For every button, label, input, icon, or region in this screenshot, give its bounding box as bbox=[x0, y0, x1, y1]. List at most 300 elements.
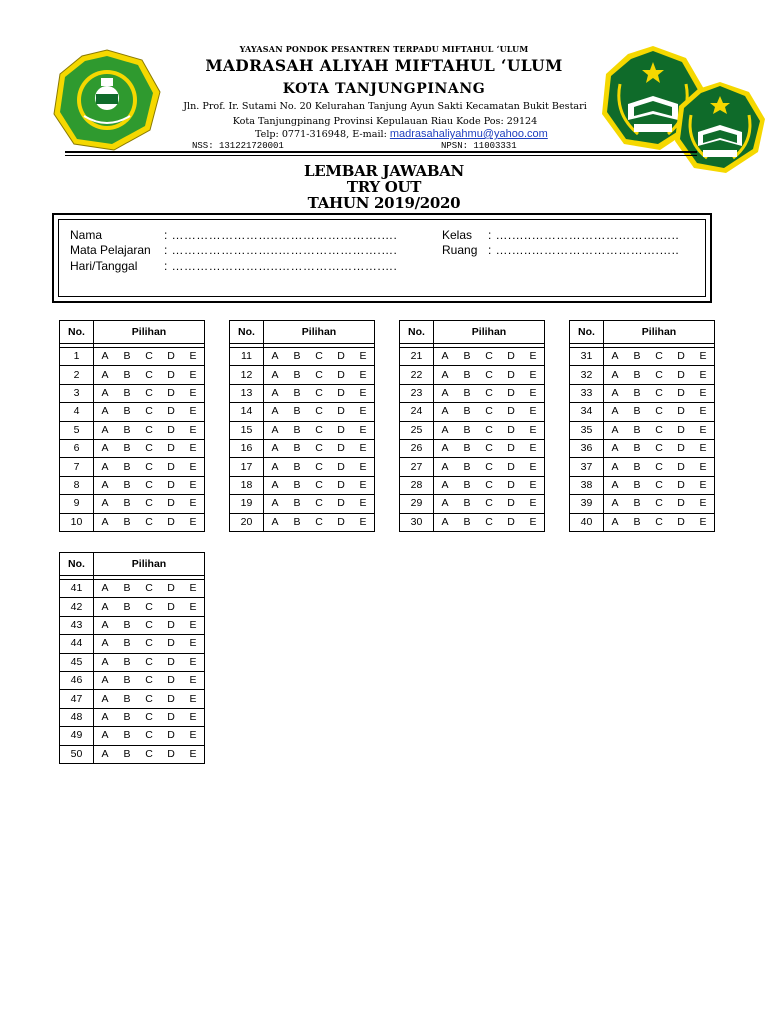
option-d[interactable]: D bbox=[160, 458, 182, 476]
option-a[interactable]: A bbox=[434, 458, 457, 476]
option-e[interactable]: E bbox=[352, 439, 375, 457]
option-d[interactable]: D bbox=[330, 513, 352, 531]
option-e[interactable]: E bbox=[352, 458, 375, 476]
option-b[interactable]: B bbox=[116, 403, 138, 421]
option-b[interactable]: B bbox=[286, 403, 308, 421]
option-d[interactable]: D bbox=[670, 439, 692, 457]
option-d[interactable]: D bbox=[160, 580, 182, 598]
option-d[interactable]: D bbox=[670, 513, 692, 531]
option-a[interactable]: A bbox=[264, 384, 287, 402]
option-c[interactable]: C bbox=[138, 690, 160, 708]
option-e[interactable]: E bbox=[182, 690, 205, 708]
option-b[interactable]: B bbox=[626, 495, 648, 513]
option-d[interactable]: D bbox=[330, 403, 352, 421]
option-c[interactable]: C bbox=[138, 616, 160, 634]
answer-table-1 bbox=[59, 320, 205, 532]
option-a[interactable]: A bbox=[94, 513, 117, 531]
phone-text: Telp: 0771-316948, E-mail: bbox=[255, 129, 387, 140]
question-number: 34 bbox=[570, 403, 604, 421]
option-c[interactable]: C bbox=[308, 421, 330, 439]
option-e[interactable]: E bbox=[692, 384, 715, 402]
option-d[interactable]: D bbox=[330, 439, 352, 457]
answer-row-43 bbox=[60, 616, 205, 634]
option-e[interactable]: E bbox=[182, 580, 205, 598]
option-c[interactable]: C bbox=[308, 366, 330, 384]
option-c[interactable]: C bbox=[648, 476, 670, 494]
option-d[interactable]: D bbox=[500, 495, 522, 513]
option-b[interactable]: B bbox=[626, 403, 648, 421]
option-b[interactable]: B bbox=[456, 384, 478, 402]
option-c[interactable]: C bbox=[138, 513, 160, 531]
answer-row-37 bbox=[570, 458, 715, 476]
answer-row-28 bbox=[400, 476, 545, 494]
option-c[interactable]: C bbox=[138, 671, 160, 689]
option-c[interactable]: C bbox=[308, 384, 330, 402]
option-d[interactable]: D bbox=[330, 421, 352, 439]
option-b[interactable]: B bbox=[116, 598, 138, 616]
option-a[interactable]: A bbox=[264, 348, 287, 366]
option-b[interactable]: B bbox=[116, 690, 138, 708]
option-a[interactable]: A bbox=[604, 495, 627, 513]
option-e[interactable]: E bbox=[352, 384, 375, 402]
option-d[interactable]: D bbox=[670, 403, 692, 421]
option-a[interactable]: A bbox=[94, 439, 117, 457]
option-e[interactable]: E bbox=[692, 366, 715, 384]
option-e[interactable]: E bbox=[182, 495, 205, 513]
option-e[interactable]: E bbox=[352, 403, 375, 421]
option-d[interactable]: D bbox=[160, 598, 182, 616]
option-a[interactable]: A bbox=[264, 403, 287, 421]
option-d[interactable]: D bbox=[330, 458, 352, 476]
option-a[interactable]: A bbox=[94, 495, 117, 513]
answer-row-15 bbox=[230, 421, 375, 439]
option-b[interactable]: B bbox=[456, 421, 478, 439]
option-c[interactable]: C bbox=[138, 495, 160, 513]
option-c[interactable]: C bbox=[138, 598, 160, 616]
option-a[interactable]: A bbox=[604, 476, 627, 494]
answer-row-22 bbox=[400, 366, 545, 384]
option-b[interactable]: B bbox=[626, 421, 648, 439]
option-e[interactable]: E bbox=[182, 598, 205, 616]
option-c[interactable]: C bbox=[308, 439, 330, 457]
option-a[interactable]: A bbox=[434, 366, 457, 384]
option-c[interactable]: C bbox=[478, 439, 500, 457]
answer-row-32 bbox=[570, 366, 715, 384]
option-d[interactable]: D bbox=[500, 403, 522, 421]
option-d[interactable]: D bbox=[160, 745, 182, 763]
option-e[interactable]: E bbox=[692, 348, 715, 366]
option-d[interactable]: D bbox=[500, 366, 522, 384]
answer-row-31 bbox=[570, 348, 715, 366]
option-b[interactable]: B bbox=[116, 671, 138, 689]
option-a[interactable]: A bbox=[94, 384, 117, 402]
option-d[interactable]: D bbox=[160, 690, 182, 708]
option-a[interactable]: A bbox=[94, 598, 117, 616]
option-c[interactable]: C bbox=[648, 513, 670, 531]
answer-row-29 bbox=[400, 495, 545, 513]
option-c[interactable]: C bbox=[478, 421, 500, 439]
option-c[interactable]: C bbox=[478, 366, 500, 384]
option-a[interactable]: A bbox=[94, 653, 117, 671]
question-number: 47 bbox=[60, 690, 94, 708]
option-e[interactable]: E bbox=[352, 476, 375, 494]
option-c[interactable]: C bbox=[138, 403, 160, 421]
option-c[interactable]: C bbox=[138, 580, 160, 598]
option-c[interactable]: C bbox=[138, 635, 160, 653]
option-d[interactable]: D bbox=[330, 366, 352, 384]
option-a[interactable]: A bbox=[94, 366, 117, 384]
option-a[interactable]: A bbox=[434, 439, 457, 457]
option-d[interactable]: D bbox=[160, 348, 182, 366]
option-a[interactable]: A bbox=[94, 727, 117, 745]
option-c[interactable]: C bbox=[308, 348, 330, 366]
option-c[interactable]: C bbox=[478, 495, 500, 513]
option-c[interactable]: C bbox=[648, 366, 670, 384]
answer-row-7 bbox=[60, 458, 205, 476]
option-c[interactable]: C bbox=[138, 745, 160, 763]
option-e[interactable]: E bbox=[522, 495, 545, 513]
option-d[interactable]: D bbox=[330, 348, 352, 366]
option-c[interactable]: C bbox=[138, 458, 160, 476]
option-e[interactable]: E bbox=[522, 439, 545, 457]
option-e[interactable]: E bbox=[182, 403, 205, 421]
option-d[interactable]: D bbox=[500, 421, 522, 439]
option-c[interactable]: C bbox=[308, 476, 330, 494]
question-number: 29 bbox=[400, 495, 434, 513]
option-a[interactable]: A bbox=[264, 495, 287, 513]
option-e[interactable]: E bbox=[182, 653, 205, 671]
option-b[interactable]: B bbox=[456, 476, 478, 494]
option-c[interactable]: C bbox=[138, 727, 160, 745]
option-e[interactable]: E bbox=[352, 495, 375, 513]
option-d[interactable]: D bbox=[670, 458, 692, 476]
option-b[interactable]: B bbox=[116, 513, 138, 531]
option-e[interactable]: E bbox=[522, 384, 545, 402]
option-b[interactable]: B bbox=[456, 513, 478, 531]
option-c[interactable]: C bbox=[138, 708, 160, 726]
answer-row-20 bbox=[230, 513, 375, 531]
option-c[interactable]: C bbox=[478, 513, 500, 531]
option-b[interactable]: B bbox=[286, 421, 308, 439]
option-b[interactable]: B bbox=[456, 495, 478, 513]
option-b[interactable]: B bbox=[626, 513, 648, 531]
header-pilihan: Pilihan bbox=[434, 321, 545, 344]
option-a[interactable]: A bbox=[94, 421, 117, 439]
option-d[interactable]: D bbox=[160, 439, 182, 457]
option-d[interactable]: D bbox=[160, 421, 182, 439]
option-d[interactable]: D bbox=[330, 384, 352, 402]
question-number: 37 bbox=[570, 458, 604, 476]
option-b[interactable]: B bbox=[456, 439, 478, 457]
option-d[interactable]: D bbox=[160, 616, 182, 634]
option-e[interactable]: E bbox=[522, 476, 545, 494]
answer-row-35 bbox=[570, 421, 715, 439]
option-b[interactable]: B bbox=[456, 366, 478, 384]
option-a[interactable]: A bbox=[94, 580, 117, 598]
foundation-name: YAYASAN PONDOK PESANTREN TERPADU MIFTAHUL ‘ULUM bbox=[239, 44, 529, 54]
option-e[interactable]: E bbox=[522, 458, 545, 476]
option-b[interactable]: B bbox=[286, 384, 308, 402]
option-b[interactable]: B bbox=[286, 458, 308, 476]
option-a[interactable]: A bbox=[604, 384, 627, 402]
option-c[interactable]: C bbox=[138, 653, 160, 671]
answer-row-47 bbox=[60, 690, 205, 708]
option-b[interactable]: B bbox=[116, 745, 138, 763]
option-d[interactable]: D bbox=[160, 403, 182, 421]
option-a[interactable]: A bbox=[264, 513, 287, 531]
option-c[interactable]: C bbox=[478, 348, 500, 366]
option-a[interactable]: A bbox=[94, 708, 117, 726]
option-e[interactable]: E bbox=[182, 458, 205, 476]
option-a[interactable]: A bbox=[264, 476, 287, 494]
option-b[interactable]: B bbox=[286, 439, 308, 457]
option-b[interactable]: B bbox=[116, 348, 138, 366]
option-b[interactable]: B bbox=[116, 635, 138, 653]
header-no: No. bbox=[230, 321, 264, 344]
hari-tanggal-label: Hari/Tanggal bbox=[70, 259, 138, 273]
option-b[interactable]: B bbox=[116, 580, 138, 598]
option-d[interactable]: D bbox=[160, 513, 182, 531]
option-d[interactable]: D bbox=[670, 384, 692, 402]
option-b[interactable]: B bbox=[116, 366, 138, 384]
option-a[interactable]: A bbox=[434, 348, 457, 366]
option-a[interactable]: A bbox=[94, 348, 117, 366]
option-e[interactable]: E bbox=[352, 513, 375, 531]
option-b[interactable]: B bbox=[116, 458, 138, 476]
option-c[interactable]: C bbox=[138, 384, 160, 402]
option-e[interactable]: E bbox=[182, 513, 205, 531]
option-e[interactable]: E bbox=[182, 439, 205, 457]
option-c[interactable]: C bbox=[648, 421, 670, 439]
header-pilihan: Pilihan bbox=[604, 321, 715, 344]
option-a[interactable]: A bbox=[434, 513, 457, 531]
option-e[interactable]: E bbox=[182, 476, 205, 494]
option-b[interactable]: B bbox=[116, 708, 138, 726]
option-e[interactable]: E bbox=[182, 727, 205, 745]
option-e[interactable]: E bbox=[182, 708, 205, 726]
option-c[interactable]: C bbox=[648, 384, 670, 402]
option-a[interactable]: A bbox=[604, 513, 627, 531]
option-b[interactable]: B bbox=[116, 616, 138, 634]
question-number: 13 bbox=[230, 384, 264, 402]
option-a[interactable]: A bbox=[94, 616, 117, 634]
question-number: 28 bbox=[400, 476, 434, 494]
question-number: 11 bbox=[230, 348, 264, 366]
title-line-2: TRY OUT bbox=[346, 178, 422, 196]
option-d[interactable]: D bbox=[500, 439, 522, 457]
option-e[interactable]: E bbox=[182, 421, 205, 439]
option-a[interactable]: A bbox=[434, 495, 457, 513]
title-line-3: TAHUN 2019/2020 bbox=[307, 194, 461, 212]
kelas-value: : ….…..………………………….….. bbox=[488, 228, 680, 242]
option-e[interactable]: E bbox=[182, 384, 205, 402]
option-e[interactable]: E bbox=[522, 513, 545, 531]
answer-row-48 bbox=[60, 708, 205, 726]
option-a[interactable]: A bbox=[604, 439, 627, 457]
option-d[interactable]: D bbox=[160, 653, 182, 671]
nss-number: NSS: 131221720001 bbox=[192, 141, 284, 151]
option-e[interactable]: E bbox=[522, 421, 545, 439]
option-d[interactable]: D bbox=[500, 458, 522, 476]
option-b[interactable]: B bbox=[626, 366, 648, 384]
option-e[interactable]: E bbox=[182, 635, 205, 653]
answer-row-44 bbox=[60, 635, 205, 653]
option-c[interactable]: C bbox=[308, 403, 330, 421]
question-number: 46 bbox=[60, 671, 94, 689]
option-b[interactable]: B bbox=[116, 653, 138, 671]
option-b[interactable]: B bbox=[456, 403, 478, 421]
option-b[interactable]: B bbox=[286, 476, 308, 494]
option-e[interactable]: E bbox=[182, 616, 205, 634]
option-b[interactable]: B bbox=[286, 348, 308, 366]
question-number: 38 bbox=[570, 476, 604, 494]
address-line-2: Kota Tanjungpinang Provinsi Kepulauan Riau Kode Pos: 29124 bbox=[232, 116, 538, 127]
option-a[interactable]: A bbox=[94, 745, 117, 763]
option-a[interactable]: A bbox=[434, 403, 457, 421]
option-b[interactable]: B bbox=[116, 727, 138, 745]
option-a[interactable]: A bbox=[94, 690, 117, 708]
option-b[interactable]: B bbox=[626, 348, 648, 366]
option-c[interactable]: C bbox=[138, 439, 160, 457]
option-a[interactable]: A bbox=[434, 384, 457, 402]
answer-table-3 bbox=[399, 320, 545, 532]
option-b[interactable]: B bbox=[456, 458, 478, 476]
option-d[interactable]: D bbox=[160, 635, 182, 653]
email-link[interactable]: madrasahaliyahmu@yahoo.com bbox=[389, 128, 548, 140]
option-d[interactable]: D bbox=[160, 727, 182, 745]
option-e[interactable]: E bbox=[182, 366, 205, 384]
option-b[interactable]: B bbox=[626, 458, 648, 476]
option-a[interactable]: A bbox=[264, 421, 287, 439]
option-c[interactable]: C bbox=[648, 348, 670, 366]
option-b[interactable]: B bbox=[626, 439, 648, 457]
option-c[interactable]: C bbox=[308, 458, 330, 476]
option-a[interactable]: A bbox=[94, 635, 117, 653]
option-c[interactable]: C bbox=[648, 439, 670, 457]
option-a[interactable]: A bbox=[94, 476, 117, 494]
option-a[interactable]: A bbox=[604, 421, 627, 439]
option-c[interactable]: C bbox=[478, 476, 500, 494]
option-e[interactable]: E bbox=[352, 421, 375, 439]
nama-label: Nama bbox=[70, 228, 103, 242]
option-e[interactable]: E bbox=[692, 476, 715, 494]
option-c[interactable]: C bbox=[648, 458, 670, 476]
option-a[interactable]: A bbox=[604, 458, 627, 476]
option-e[interactable]: E bbox=[182, 671, 205, 689]
question-number: 26 bbox=[400, 439, 434, 457]
option-c[interactable]: C bbox=[648, 495, 670, 513]
option-b[interactable]: B bbox=[626, 384, 648, 402]
option-e[interactable]: E bbox=[692, 439, 715, 457]
option-e[interactable]: E bbox=[522, 366, 545, 384]
title-line-1: LEMBAR JAWABAN bbox=[304, 162, 464, 180]
option-b[interactable]: B bbox=[286, 513, 308, 531]
option-b[interactable]: B bbox=[116, 495, 138, 513]
option-d[interactable]: D bbox=[160, 366, 182, 384]
option-d[interactable]: D bbox=[330, 476, 352, 494]
option-b[interactable]: B bbox=[286, 366, 308, 384]
option-d[interactable]: D bbox=[500, 476, 522, 494]
answer-row-34 bbox=[570, 403, 715, 421]
option-d[interactable]: D bbox=[670, 348, 692, 366]
option-d[interactable]: D bbox=[670, 366, 692, 384]
question-number: 22 bbox=[400, 366, 434, 384]
option-c[interactable]: C bbox=[138, 421, 160, 439]
option-a[interactable]: A bbox=[94, 458, 117, 476]
option-a[interactable]: A bbox=[94, 671, 117, 689]
option-b[interactable]: B bbox=[626, 476, 648, 494]
header-pilihan: Pilihan bbox=[264, 321, 375, 344]
answer-row-6 bbox=[60, 439, 205, 457]
answer-row-11 bbox=[230, 348, 375, 366]
option-e[interactable]: E bbox=[522, 348, 545, 366]
option-c[interactable]: C bbox=[308, 495, 330, 513]
answer-row-26 bbox=[400, 439, 545, 457]
question-number: 35 bbox=[570, 421, 604, 439]
option-c[interactable]: C bbox=[138, 348, 160, 366]
option-d[interactable]: D bbox=[160, 476, 182, 494]
option-c[interactable]: C bbox=[138, 476, 160, 494]
option-d[interactable]: D bbox=[670, 476, 692, 494]
option-b[interactable]: B bbox=[116, 384, 138, 402]
option-d[interactable]: D bbox=[160, 708, 182, 726]
option-d[interactable]: D bbox=[500, 348, 522, 366]
option-a[interactable]: A bbox=[264, 366, 287, 384]
option-b[interactable]: B bbox=[116, 476, 138, 494]
option-c[interactable]: C bbox=[478, 384, 500, 402]
option-e[interactable]: E bbox=[182, 745, 205, 763]
option-e[interactable]: E bbox=[692, 513, 715, 531]
option-e[interactable]: E bbox=[692, 403, 715, 421]
option-a[interactable]: A bbox=[434, 476, 457, 494]
option-a[interactable]: A bbox=[94, 403, 117, 421]
answer-row-38 bbox=[570, 476, 715, 494]
option-e[interactable]: E bbox=[522, 403, 545, 421]
option-d[interactable]: D bbox=[500, 384, 522, 402]
option-d[interactable]: D bbox=[160, 384, 182, 402]
option-e[interactable]: E bbox=[352, 366, 375, 384]
option-e[interactable]: E bbox=[692, 495, 715, 513]
option-b[interactable]: B bbox=[456, 348, 478, 366]
option-b[interactable]: B bbox=[286, 495, 308, 513]
option-a[interactable]: A bbox=[264, 458, 287, 476]
option-d[interactable]: D bbox=[330, 495, 352, 513]
option-e[interactable]: E bbox=[352, 348, 375, 366]
option-b[interactable]: B bbox=[116, 439, 138, 457]
question-number: 43 bbox=[60, 616, 94, 634]
option-a[interactable]: A bbox=[604, 403, 627, 421]
option-d[interactable]: D bbox=[500, 513, 522, 531]
option-e[interactable]: E bbox=[182, 348, 205, 366]
option-c[interactable]: C bbox=[308, 513, 330, 531]
option-d[interactable]: D bbox=[160, 495, 182, 513]
option-d[interactable]: D bbox=[160, 671, 182, 689]
option-e[interactable]: E bbox=[692, 421, 715, 439]
option-b[interactable]: B bbox=[116, 421, 138, 439]
option-c[interactable]: C bbox=[478, 403, 500, 421]
option-c[interactable]: C bbox=[478, 458, 500, 476]
address-line-1: Jln. Prof. Ir. Sutami No. 20 Kelurahan Tanjung Ayun Sakti Kecamatan Bukit Bestari bbox=[183, 101, 587, 112]
option-e[interactable]: E bbox=[692, 458, 715, 476]
option-c[interactable]: C bbox=[648, 403, 670, 421]
option-a[interactable]: A bbox=[434, 421, 457, 439]
option-d[interactable]: D bbox=[670, 421, 692, 439]
option-a[interactable]: A bbox=[604, 366, 627, 384]
option-c[interactable]: C bbox=[138, 366, 160, 384]
option-a[interactable]: A bbox=[264, 439, 287, 457]
option-d[interactable]: D bbox=[670, 495, 692, 513]
option-a[interactable]: A bbox=[604, 348, 627, 366]
